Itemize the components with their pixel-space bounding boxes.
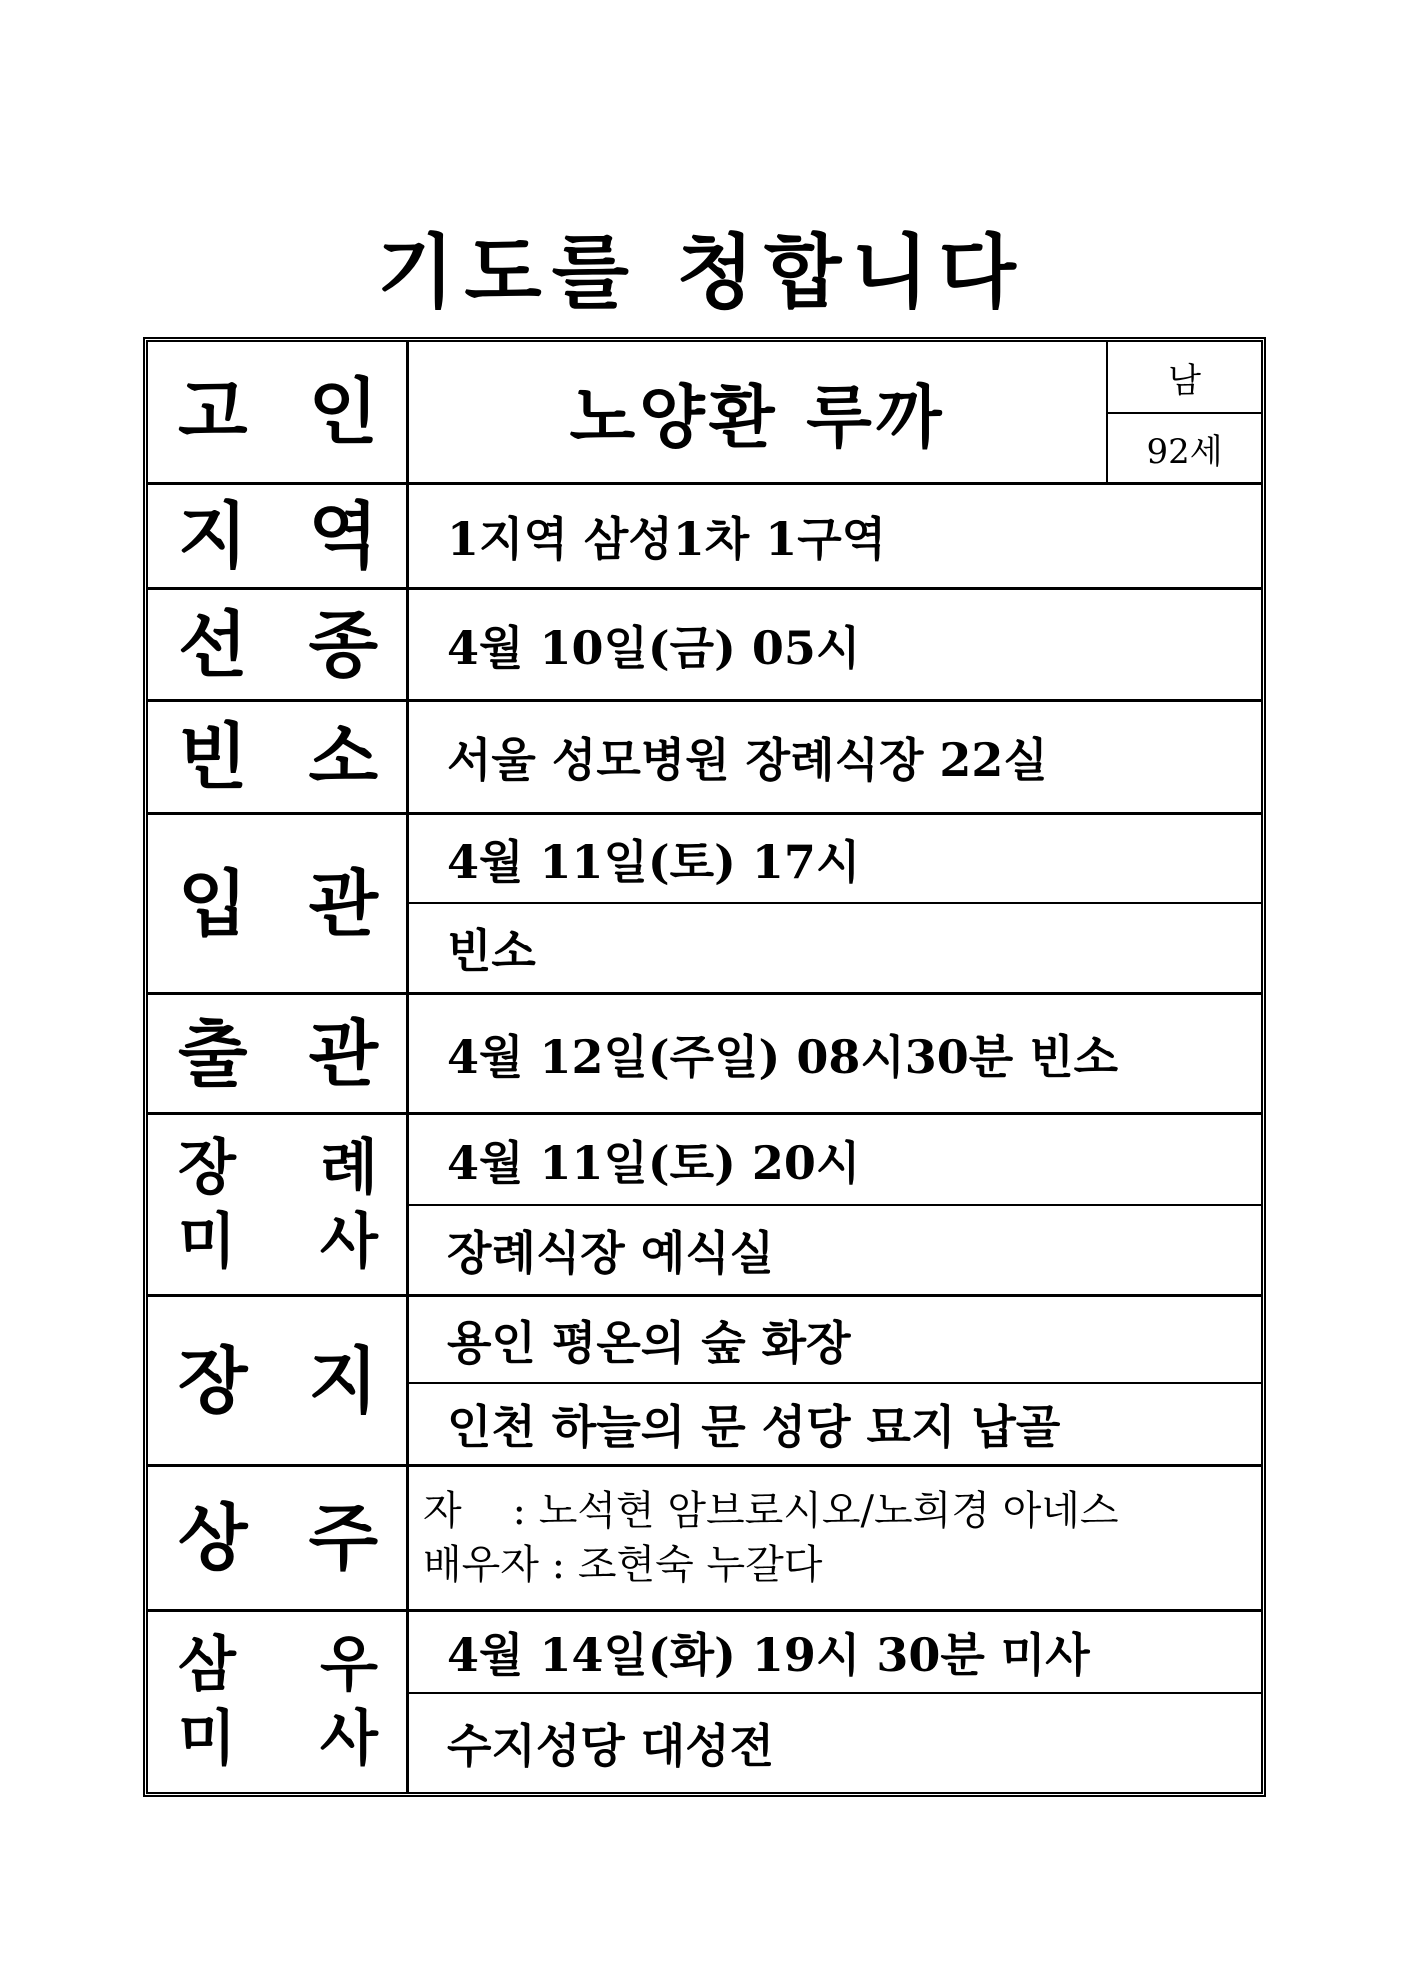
label-departure: 출 관	[178, 1010, 378, 1096]
funeral-mass-time: 4월 11일(토) 20시	[447, 1135, 861, 1190]
burial-line1: 용인 평온의 숲 화장	[447, 1315, 851, 1370]
label-funeral-mass: 장 례 미 사	[178, 1132, 378, 1277]
label-deceased: 고 인	[178, 369, 378, 454]
deceased-age: 92세	[1146, 431, 1223, 472]
death-value: 4월 10일(금) 05시	[447, 620, 861, 675]
label-third-day-mass: 삼 우 미 사	[178, 1630, 378, 1774]
third-day-mass-time: 4월 14일(화) 19시 30분 미사	[447, 1628, 1090, 1682]
region-value: 1지역 삼성1차 1구역	[447, 512, 887, 566]
label-chief-mourner: 상 주	[178, 1495, 378, 1580]
label-burial: 장 지	[178, 1337, 378, 1423]
chief-mourner-children: 자 : 노석현 암브로시오/노희경 아네스	[423, 1488, 1119, 1534]
departure-value: 4월 12일(주일) 08시30분 빈소	[447, 1029, 1119, 1084]
deceased-name: 노양환 루까	[569, 377, 946, 458]
funeral-mass-place: 장례식장 예식실	[447, 1226, 775, 1280]
deceased-gender: 남	[1168, 360, 1201, 401]
burial-line2: 인천 하늘의 문 성당 묘지 납골	[447, 1400, 1061, 1454]
label-mortuary: 빈 소	[178, 714, 378, 799]
label-region: 지 역	[178, 493, 378, 578]
label-encoffining: 입 관	[178, 860, 378, 946]
mortuary-value: 서울 성모병원 장례식장 22실	[447, 733, 1048, 787]
page-title: 기도를 청합니다	[377, 225, 1026, 319]
notice-table	[143, 337, 1266, 1797]
chief-mourner-spouse: 배우자 : 조현숙 누갈다	[423, 1542, 823, 1588]
encoffining-time: 4월 11일(토) 17시	[447, 834, 861, 889]
encoffining-place: 빈소	[447, 924, 536, 978]
chief-mourner-value	[409, 1467, 1261, 1609]
label-death: 선 종	[178, 601, 378, 687]
third-day-mass-place: 수지성당 대성전	[447, 1719, 775, 1773]
